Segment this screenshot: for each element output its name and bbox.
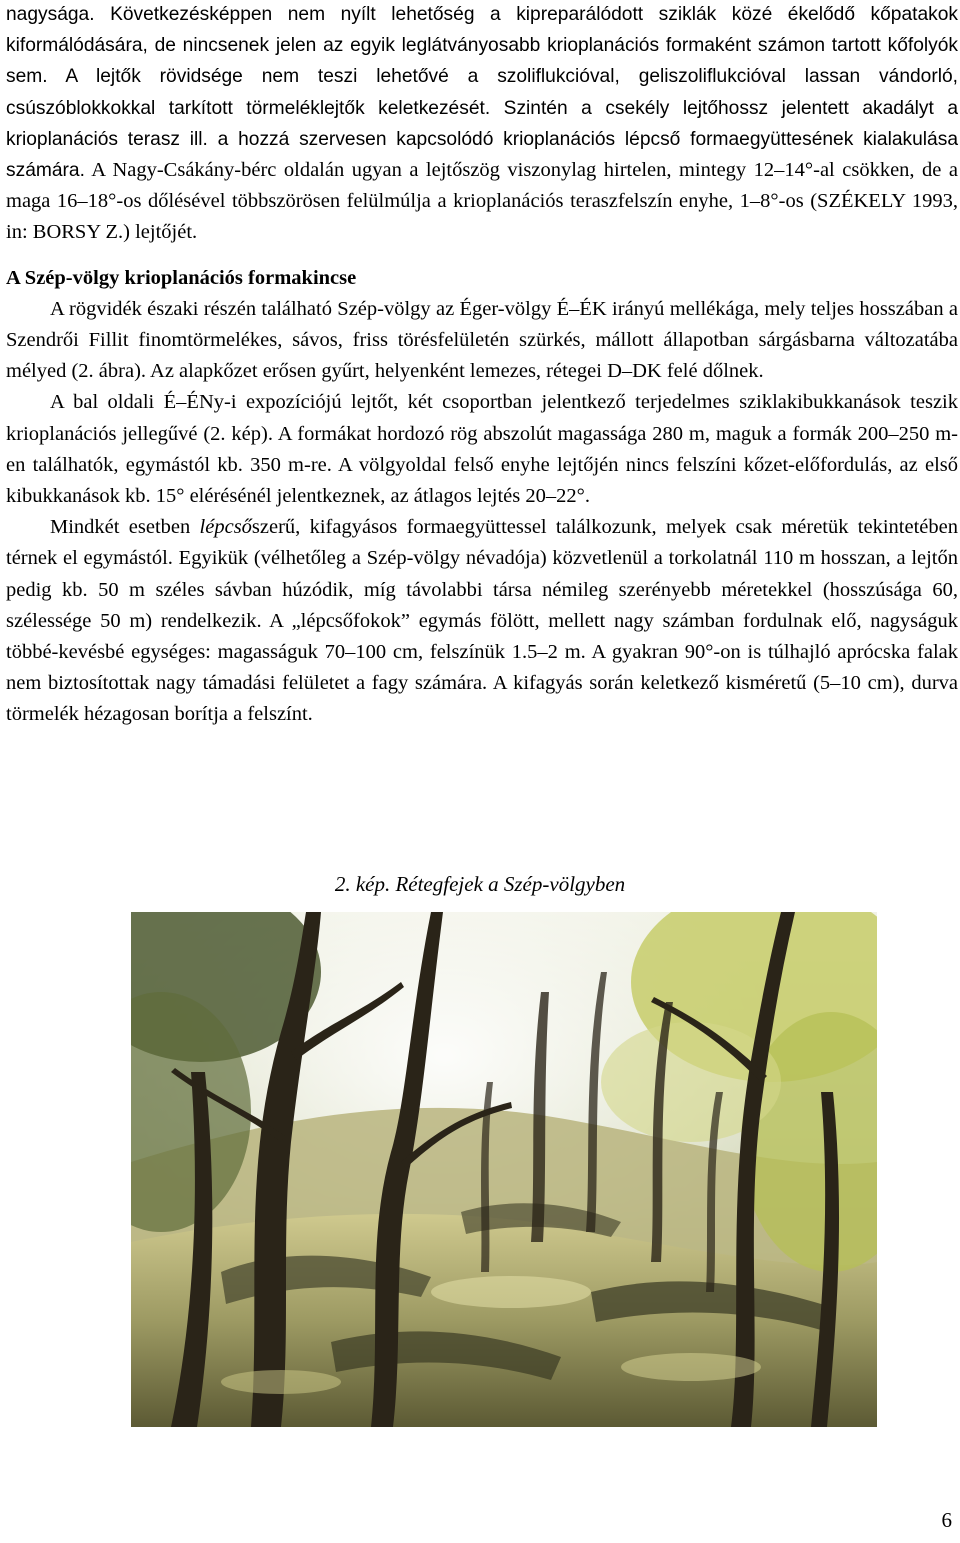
- body-text: [6, 0, 958, 731]
- paragraph-4-rest: szerű, kifagyásos formaegyüttessel találkozunk, melyek csak méretük tekintetében térnek el egymástól. Egyikük (vélhetőleg a Szép-völgy névadója) közvetlenül a torkolatnál 110 m hosszan, a lejtőn pedig kb. 50 m széles sávban húzódik, míg távolabbi társa némileg szerényebb méretekkel (hosszúsága 60, szélessége 50 m) rendelkezik. A „lépcsőfokok” egymás fölött, mellett nagy számban fordulnak elő, nagyságuk többé-kevésbé egységes: magasságuk 70–100 cm, felszínük 1.5–2 m. A gyakran 90°-on is túlhajló aprócska falak nem biztosítottak nagy támadási felületet a fagy számára. A kifagyás során keletkező kisméretű (5–10 cm), durva törmelék hézagosan borítja a felszínt.: [6, 516, 958, 726]
- paragraph-2: A rögvidék északi részén található Szép-völgy az Éger-völgy É–ÉK irányú mellékága, mely teljes hosszában a Szendrői Fillit finomtörmelékes, sávos, friss törésfelületén szürkés, mállott állapotban sárgásbarna változatába mélyed (2. ábra). Az alapkőzet erősen gyűrt, helyenként lemezes, rétegei D–DK felé dőlnek.: [6, 297, 958, 383]
- paragraph-4-italic: lépcső: [199, 516, 252, 539]
- section-heading: A Szép-völgy krioplanációs formakincse: [6, 266, 357, 289]
- paragraph-1-sans: nagysága. Következésképpen nem nyílt lehetőség a kipreparálódott sziklák közé ékelődő kőpatakok kiformálódására, de nincsenek jelen az egyik leglátványosabb krioplanációs formaként számon tartott kőfolyók sem. A lejtők rövidsége nem teszi lehetővé a szoliflukcióval, geliszoliflukcióval lassan vándorló, csúszóblokkokkal tarkított törmeléklejtők keletkezését. Szintén a csekély lejtőhossz jelentett akadályt a krioplanációs terasz ill. a hozzá szervesen kapcsolódó krioplanációs lépcső formaegyüttesének kialakulása számára.: [6, 4, 958, 182]
- figure-caption: 2. kép. Rétegfejek a Szép-völgyben: [334, 872, 626, 896]
- paragraph-1: [6, 0, 958, 249]
- paragraph-4-start: Mindkét esetben: [50, 516, 200, 539]
- forest-photo: [131, 912, 877, 1427]
- page-number: 6: [941, 1508, 952, 1532]
- paragraph-4: [6, 512, 958, 730]
- paragraph-3: A bal oldali É–ÉNy-i expozíciójú lejtőt, két csoportban jelentkező terjedelmes sziklakibukkanások teszik krioplanációs jellegűvé (2. kép). A formákat hordozó rög abszolút magassága 280 m, maguk a formák 200–250 m-en találhatók, egymástól kb. 350 m-re. A völgyoldal felső enyhe lejtőjén nincs felszíni kőzet-előfordulás, az első kibukkanások kb. 15° elérésénél jelentkeznek, az átlagos lejtés 20–22°.: [6, 391, 958, 508]
- paragraph-1-serif: A Nagy-Csákány-bérc oldalán ugyan a lejtőszög viszonylag hirtelen, mintegy 12–14°-al csökken, de a maga 16–18°-os dőlésével többszörösen felülmúlja a krioplanációs teraszfelszín enyhe, 1–8°-os (SZÉKELY 1993, in: BORSY Z.) lejtőjét.: [6, 159, 958, 244]
- forest-photo-illustration: [131, 912, 877, 1427]
